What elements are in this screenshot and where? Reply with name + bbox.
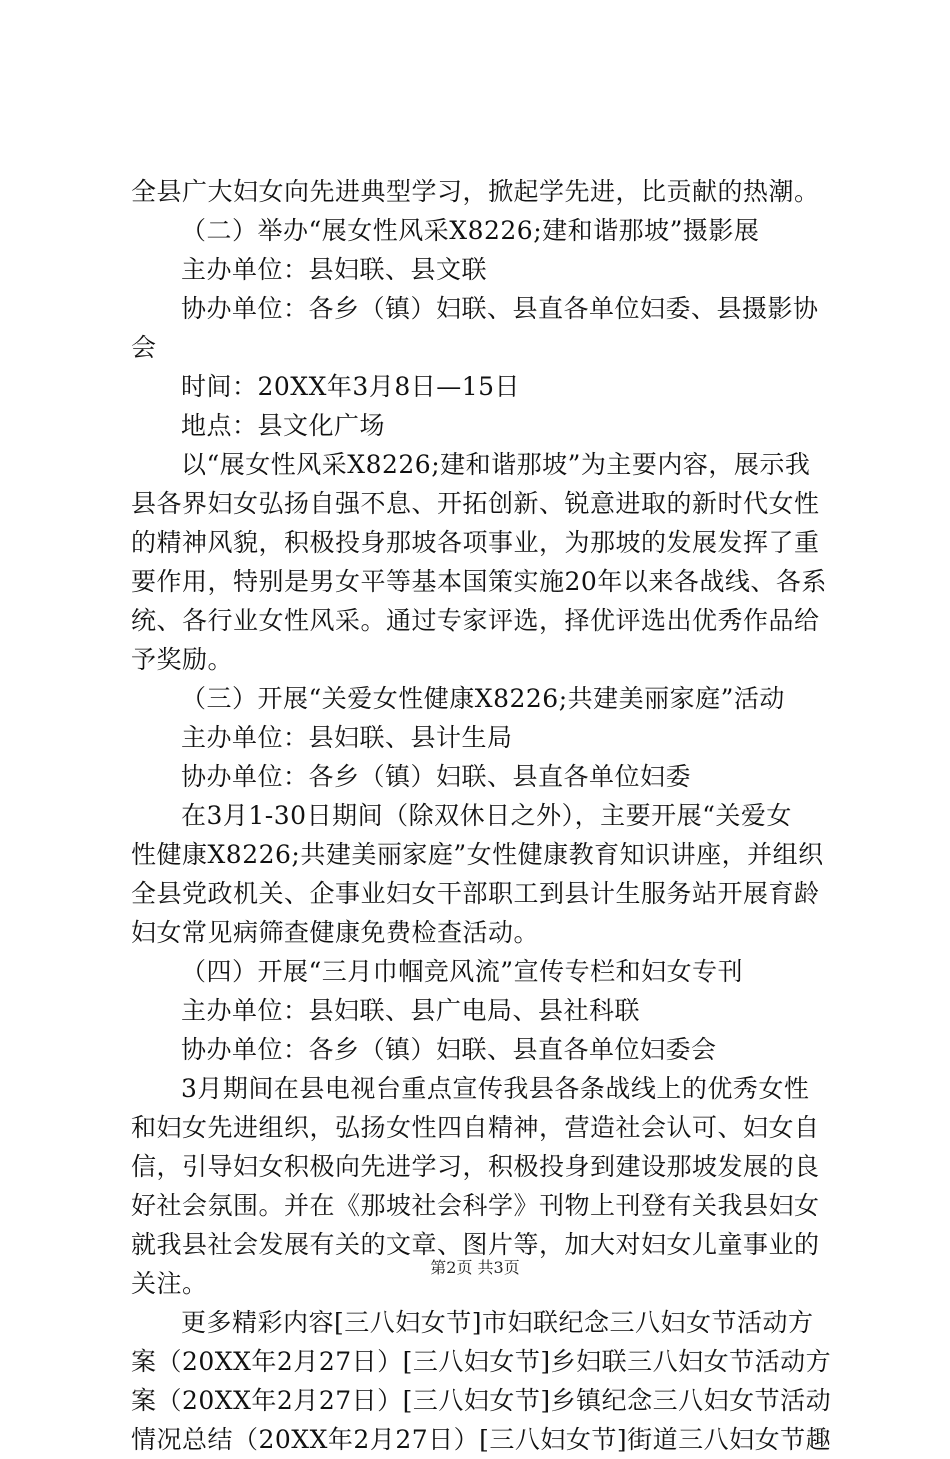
text-line: 妇女常见病筛查健康免费检查活动。 bbox=[131, 918, 540, 947]
section-heading: （三）开展“关爱女性健康X8226;共建美丽家庭”活动 bbox=[181, 684, 785, 713]
text-line: 信，引导妇女积极向先进学习，积极投身到建设那坡发展的良 bbox=[131, 1152, 820, 1181]
text-line: 情况总结（20XX年2月27日）[三八妇女节]街道三八妇女节趣 bbox=[131, 1425, 832, 1454]
text-line: 统、各行业女性风采。通过专家评选，择优评选出优秀作品给 bbox=[131, 606, 820, 635]
text-line: 和妇女先进组织，弘扬女性四自精神，营造社会认可、妇女自 bbox=[131, 1113, 820, 1142]
section-heading: （二）举办“展女性风采X8226;建和谐那坡”摄影展 bbox=[181, 216, 760, 245]
text-line: 予奖励。 bbox=[131, 645, 234, 674]
text-line: 全县党政机关、企事业妇女干部职工到县计生服务站开展育龄 bbox=[131, 879, 820, 908]
text-line: 的精神风貌，积极投身那坡各项事业，为那坡的发展发挥了重 bbox=[131, 528, 820, 557]
text-line: 全县广大妇女向先进典型学习，掀起学先进，比贡献的热潮。 bbox=[131, 177, 820, 206]
section-heading: （四）开展“三月巾帼竞风流”宣传专栏和妇女专刊 bbox=[181, 957, 744, 986]
text-line: 性健康X8226;共建美丽家庭”女性健康教育知识讲座，并组织 bbox=[131, 840, 824, 869]
page-number-footer: 第2页 共3页 bbox=[430, 1258, 520, 1277]
text-line: 主办单位：县妇联、县文联 bbox=[181, 255, 488, 284]
text-line: 在3月1-30日期间（除双休日之外），主要开展“关爱女 bbox=[181, 801, 792, 830]
text-line: 县各界妇女弘扬自强不息、开拓创新、锐意进取的新时代女性 bbox=[131, 489, 820, 518]
text-line: 协办单位：各乡（镇）妇联、县直各单位妇委 bbox=[181, 762, 692, 791]
text-line: 更多精彩内容[三八妇女节]市妇联纪念三八妇女节活动方 bbox=[181, 1308, 814, 1337]
text-line: 主办单位：县妇联、县计生局 bbox=[181, 723, 513, 752]
text-line: 协办单位：各乡（镇）妇联、县直各单位妇委、县摄影协 bbox=[181, 294, 819, 323]
text-line: 主办单位：县妇联、县广电局、县社科联 bbox=[181, 996, 641, 1025]
text-line: 会 bbox=[131, 333, 157, 362]
text-line: 以“展女性风采X8226;建和谐那坡”为主要内容，展示我 bbox=[181, 450, 811, 479]
text-line: 时间：20XX年3月8日—15日 bbox=[181, 372, 521, 401]
text-line: 就我县社会发展有关的文章、图片等，加大对妇女儿童事业的 bbox=[131, 1230, 820, 1259]
text-line: 关注。 bbox=[131, 1269, 208, 1298]
text-line: 案（20XX年2月27日）[三八妇女节]乡妇联三八妇女节活动方 bbox=[131, 1347, 832, 1376]
text-line: 地点：县文化广场 bbox=[181, 411, 386, 440]
text-line: 要作用，特别是男女平等基本国策实施20年以来各战线、各系 bbox=[131, 567, 827, 596]
text-line: 好社会氛围。并在《那坡社会科学》刊物上刊登有关我县妇女 bbox=[131, 1191, 820, 1220]
text-line: 协办单位：各乡（镇）妇联、县直各单位妇委会 bbox=[181, 1035, 717, 1064]
text-line: 案（20XX年2月27日）[三八妇女节]乡镇纪念三八妇女节活动 bbox=[131, 1386, 832, 1415]
text-line: 3月期间在县电视台重点宣传我县各条战线上的优秀女性 bbox=[181, 1074, 810, 1103]
